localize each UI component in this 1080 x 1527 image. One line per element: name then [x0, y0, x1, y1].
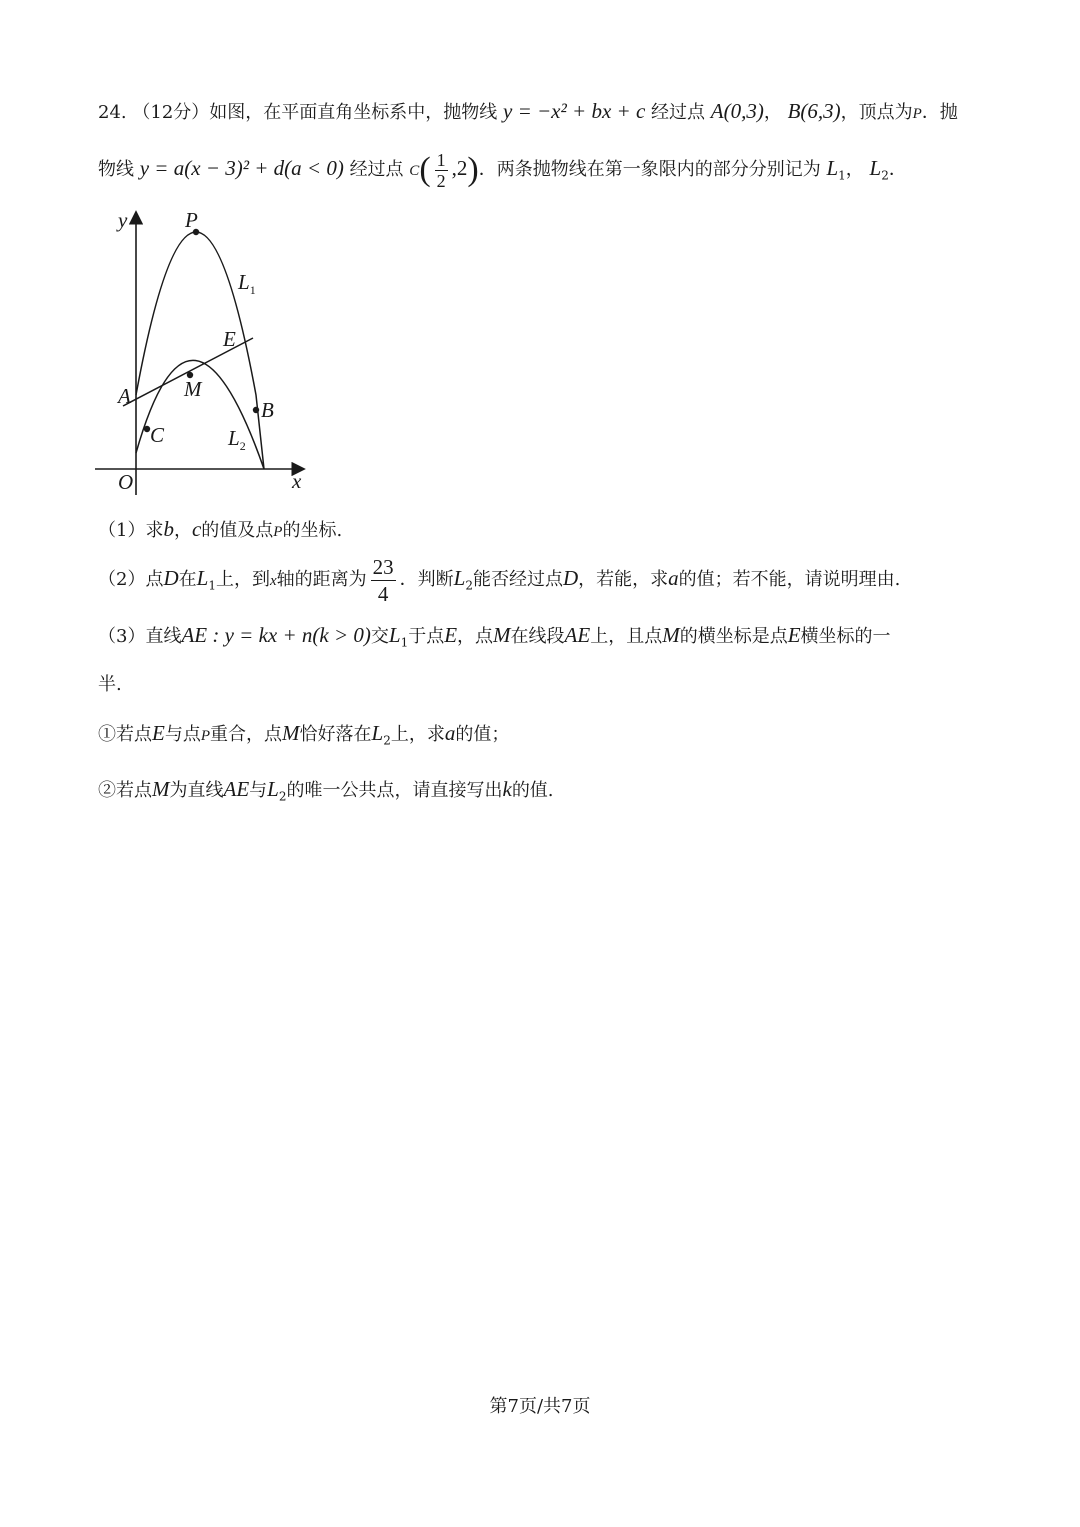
question-1: （1）求b，c的值及点P的坐标.: [98, 517, 343, 541]
c-x-fraction: $\frac{1}{2}$: [436, 149, 446, 191]
question-3: （3）直线AE : y = kx + n(k > 0)交$L_1$于点E，点M在线段AE上，且点M的横坐标是点E横坐标的一: [98, 623, 891, 650]
label-l1: $L_1$: [238, 270, 256, 297]
line-ae-equation: AE : y = kx + n(k > 0): [181, 623, 371, 647]
point-b: B(6,3): [787, 99, 841, 123]
problem-score: （12分）: [132, 102, 210, 123]
problem-line-2: 物线 y = a(x − 3)² + d(a < 0) 经过点 C( $\frac{1}{2}$ ,2)．两条抛物线在第一象限内的部分分别记为 $L_1$， $L_2$．: [98, 149, 907, 191]
label-o: O: [118, 470, 134, 494]
question-3-part-2: ②若点M为直线AE与$L_2$的唯一公共点，请直接写出k的值.: [98, 777, 554, 804]
question-3-part-1: ①若点E与点P重合，点M恰好落在$L_2$上，求a的值；: [98, 721, 510, 748]
problem-number: 24.: [98, 102, 127, 123]
question-3-continued: 半.: [98, 674, 122, 695]
label-p: P: [185, 208, 198, 232]
label-e: E: [223, 327, 236, 351]
question-2: （2）点D在$L_1$上，到x轴的距离为 $\frac{23}{4}$ ．判断$L_2$能否经过点D，若能，求a的值；若不能，请说明理由.: [98, 554, 901, 606]
point-b-dot: [253, 407, 259, 413]
distance-fraction: $\frac{23}{4}$: [372, 554, 394, 606]
label-b: B: [261, 398, 274, 422]
label-x: x: [292, 469, 302, 493]
label-a: A: [118, 384, 131, 408]
parabola1-equation: y = −x² + bx + c: [503, 99, 646, 123]
page-footer: 第7页/共7页: [489, 1396, 591, 1417]
problem-line-1: 24. （12分）如图，在平面直角坐标系中，抛物线 y = −x² + bx + c 经过点 A(0,3)， B(6,3)，顶点为P．抛: [98, 99, 958, 123]
parabola2-equation: y = a(x − 3)² + d(a < 0): [139, 156, 344, 180]
label-m: M: [184, 377, 202, 401]
point-c-label: C: [409, 163, 420, 179]
point-a: A(0,3): [710, 99, 764, 123]
label-c: C: [150, 423, 165, 447]
label-l2: $L_2$: [228, 426, 246, 453]
parabola-figure: [90, 205, 320, 495]
label-y: y: [118, 208, 128, 232]
